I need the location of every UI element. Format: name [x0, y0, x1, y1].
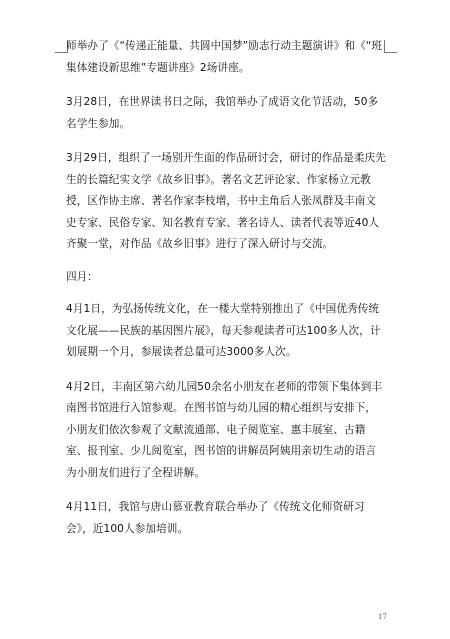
paragraph-march-29: 3月29日，组织了一场别开生面的作品研讨会，研讨的作品是柔庆先生的长篇纪实文学《故乡旧事》。著名文艺评论家、作家杨立元教授，区作协主席、著名作家李枝增，书中主角后人张凤群及丰南文史专家、民俗专家、知名教育专家、著名诗人、读者代表等近40人齐聚一堂，对作品《故乡旧事》进行了深入研讨与交流。 — [66, 152, 386, 250]
month-heading: 四月： — [66, 270, 98, 283]
paragraph-april-1: 4月1日，为弘扬传统文化，在一楼大堂特别推出了《中国优秀传统文化展——民族的基因图片展》，每天参观读者可达100多人次，计划展期一个月，参展读者总量可达3000多人次。 — [66, 303, 381, 358]
paragraph-lectures: 师举办了《“传递正能量、共圆中国梦”励志行动主题演讲》和《“班集体建设新思维”专题讲座》2场讲座。 — [66, 40, 383, 74]
paragraph-march-28: 3月28日，在世界读书日之际，我馆举办了成语文化节活动，50多名学生参加。 — [66, 96, 379, 130]
paragraph-april-11: 4月11日，我馆与唐山慕亚教育联合举办了《传统文化师资研习会》，近100人参加培训。 — [66, 501, 365, 535]
paragraph-april-2: 4月2日，丰南区第六幼儿园50余名小朋友在老师的带领下集体到丰南图书馆进行入馆参观。在图书馆与幼儿园的精心组织与安排下，小朋友们依次参观了文献流通部、电子阅览室、惠丰展室、古籍室、报刊室、少儿阅览室，图书馆的讲解员阿姨用亲切生动的语言为小朋友们进行了全程讲解。 — [66, 380, 383, 479]
page-number: 17 — [378, 613, 387, 621]
page-content — [66, 36, 386, 540]
